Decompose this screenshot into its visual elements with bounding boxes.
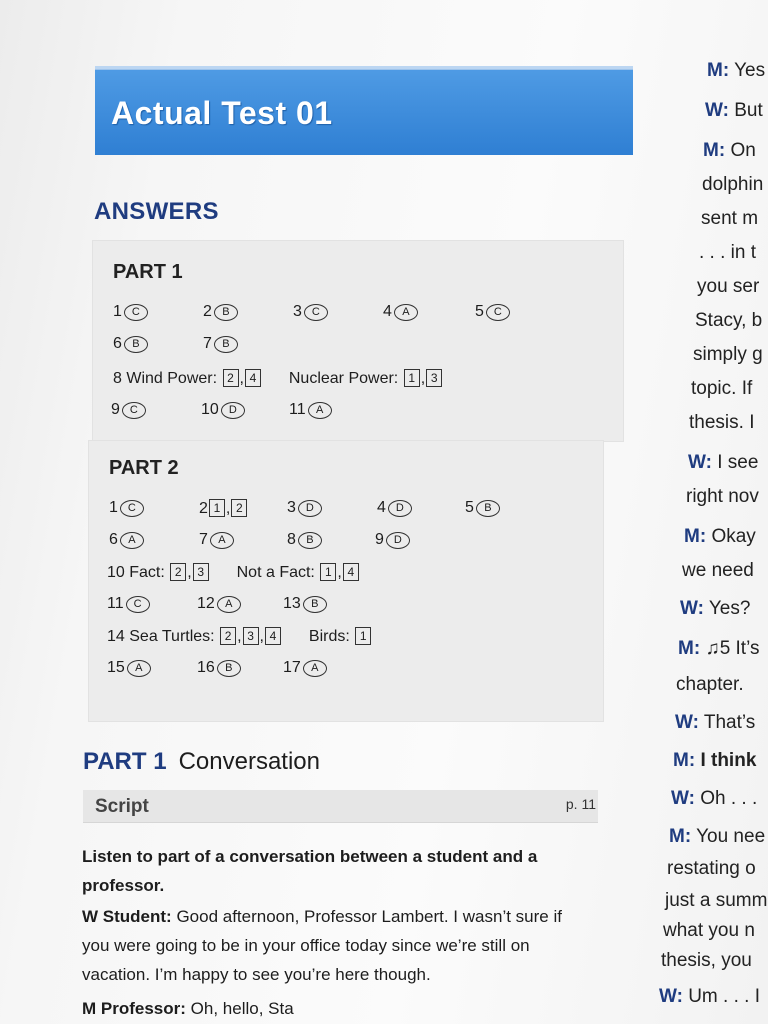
dialogue-fragment: W: That’s [675, 712, 756, 733]
answer-item: 5 B [465, 499, 500, 517]
answer-item: 4 D [377, 499, 412, 517]
dialogue-fragment: M: Yes [707, 60, 766, 81]
intro-instruction: Listen to part of a conversation between a student and a professor. [82, 847, 538, 895]
dialogue-fragment: dolphin [702, 174, 764, 195]
part2-heading: PART 2 [109, 457, 179, 479]
answer-item: 7 B [203, 335, 238, 353]
answer-item: 11 A [289, 401, 332, 419]
dialogue-fragment: W: I see [688, 452, 759, 473]
part2-row5: 14 Sea Turtles: 2 , 3 , 4 Birds: 1 [107, 627, 372, 646]
right-column [655, 0, 768, 1024]
part1-row3: 8 Wind Power: 2 , 4 Nuclear Power: 1 , 3 [113, 369, 443, 388]
dialogue-fragment: W: Yes? [680, 598, 751, 619]
answer-item: 1 C [109, 499, 144, 517]
dialogue-fragment: you ser [697, 276, 760, 297]
answer-item: 9 C [111, 401, 146, 419]
answer-item: 2 B [203, 303, 238, 321]
script-bar [83, 790, 598, 823]
answer-item: 2 1 , 2 [199, 499, 248, 518]
answer-item: 11 C [107, 595, 150, 613]
dialogue-fragment: sent m [701, 208, 759, 229]
part2-answer-box [88, 440, 604, 722]
dialogue-fragment: M: Okay [684, 526, 756, 547]
dialogue-fragment: just a summ [665, 890, 768, 911]
dialogue-fragment: thesis. I [689, 412, 755, 433]
dialogue-line: M Professor: Oh, hello, Sta [82, 999, 294, 1018]
answer-item: 9 D [375, 531, 410, 549]
dialogue-fragment: Stacy, b [695, 310, 763, 331]
dialogue-fragment: thesis, you [661, 950, 752, 971]
page-title: Actual Test 01 [111, 95, 333, 131]
dialogue-fragment: chapter. [676, 674, 744, 695]
part2-row3: 10 Fact: 2 , 3 Not a Fact: 1 , 4 [107, 563, 360, 582]
answers-heading: ANSWERS [94, 198, 219, 225]
answer-item: 1 C [113, 303, 148, 321]
dialogue-fragment: what you n [663, 920, 755, 941]
answer-item: 10 D [201, 401, 245, 419]
dialogue-fragment: M: You nee [669, 826, 766, 847]
answer-item: 3 D [287, 499, 322, 517]
dialogue-fragment: right nov [686, 486, 759, 507]
title-banner [95, 66, 633, 155]
section-title: PART 1 Conversation [83, 748, 320, 775]
answer-item: 7 A [199, 531, 234, 549]
dialogue-line: W Student: Good afternoon, Professor Lambert. I wasn’t sure if you were going to be in your office today since we’re still on vacation. I’m happy to see you’re here though. [82, 907, 562, 984]
answer-item: 3 C [293, 303, 328, 321]
answer-item: 6 B [113, 335, 148, 353]
part1-heading: PART 1 [113, 261, 183, 283]
dialogue-fragment: W: But [705, 100, 763, 121]
dialogue-fragment: topic. If [691, 378, 753, 399]
dialogue-fragment: restating o [667, 858, 756, 879]
answer-item: 5 C [475, 303, 510, 321]
answer-item: 17 A [283, 659, 327, 677]
answer-item: 15 A [107, 659, 151, 677]
page-reference: p. 11 [565, 796, 596, 812]
dialogue-fragment: we need [682, 560, 754, 581]
dialogue-fragment: W: Um . . . I [659, 986, 760, 1007]
part1-answer-box [92, 240, 624, 442]
dialogue-fragment: simply g [693, 344, 763, 365]
script-label: Script [95, 796, 149, 817]
answer-item: 12 A [197, 595, 241, 613]
answer-item: 4 A [383, 303, 418, 321]
answer-item: 8 B [287, 531, 322, 549]
dialogue-fragment: . . . in t [699, 242, 757, 263]
dialogue-fragment: M: On [703, 140, 756, 161]
dialogue-fragment: M: I think [673, 750, 757, 771]
answer-item: 13 B [283, 595, 327, 613]
answer-item: 6 A [109, 531, 144, 549]
dialogue-fragment: W: Oh . . . [671, 788, 758, 809]
dialogue-fragment: M: ♫5 It’s [678, 638, 760, 659]
answer-item: 16 B [197, 659, 241, 677]
